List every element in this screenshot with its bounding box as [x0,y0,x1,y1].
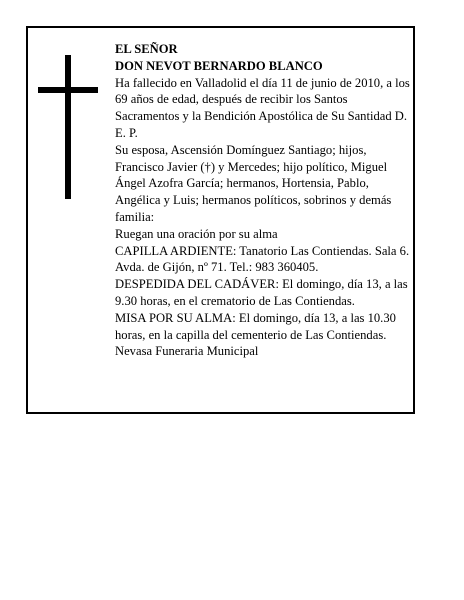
funeral-home: Nevasa Funeraria Municipal [115,344,259,359]
family-list: Su esposa, Ascensión Domínguez Santiago; hijos, Francisco Javier (†) y Mercedes; hijo político, Miguel Ángel Azofra García; hermanos, Hortensia, Pablo, Angélica y Luis; hermanos políticos, sobrinos y demás familia: [115,142,392,224]
mass-info: MISA POR SU ALMA: El domingo, día 13, a las 10.30 horas, en la capilla del cementerio de Las Contiendas. [115,310,396,342]
chapel-info: CAPILLA ARDIENTE: Tanatorio Las Contiendas. Sala 6. Avda. de Gijón, nº 71. Tel.: 983 360405. [115,243,410,275]
cross-vertical-bar [65,55,71,199]
farewell-info: DESPEDIDA DEL CADÁVER: El domingo, día 13, a las 9.30 horas, en el crematorio de Las Contiendas. [115,277,408,308]
deceased-name: DON NEVOT BERNARDO BLANCO [115,58,323,73]
prayer-request: Ruegan una oración por su alma [115,226,278,241]
obituary-text [115,41,415,360]
death-announcement: Ha fallecido en Valladolid el día 11 de junio de 2010, a los 69 años de edad, después de recibir los Santos Sacramentos y la Bendición Apostólica de Su Santidad D. E. P. [115,75,410,140]
cross-horizontal-bar [38,87,98,93]
obituary-title: EL SEÑOR [115,42,178,56]
obituary-notice [26,26,415,414]
latin-cross-icon [38,55,98,199]
